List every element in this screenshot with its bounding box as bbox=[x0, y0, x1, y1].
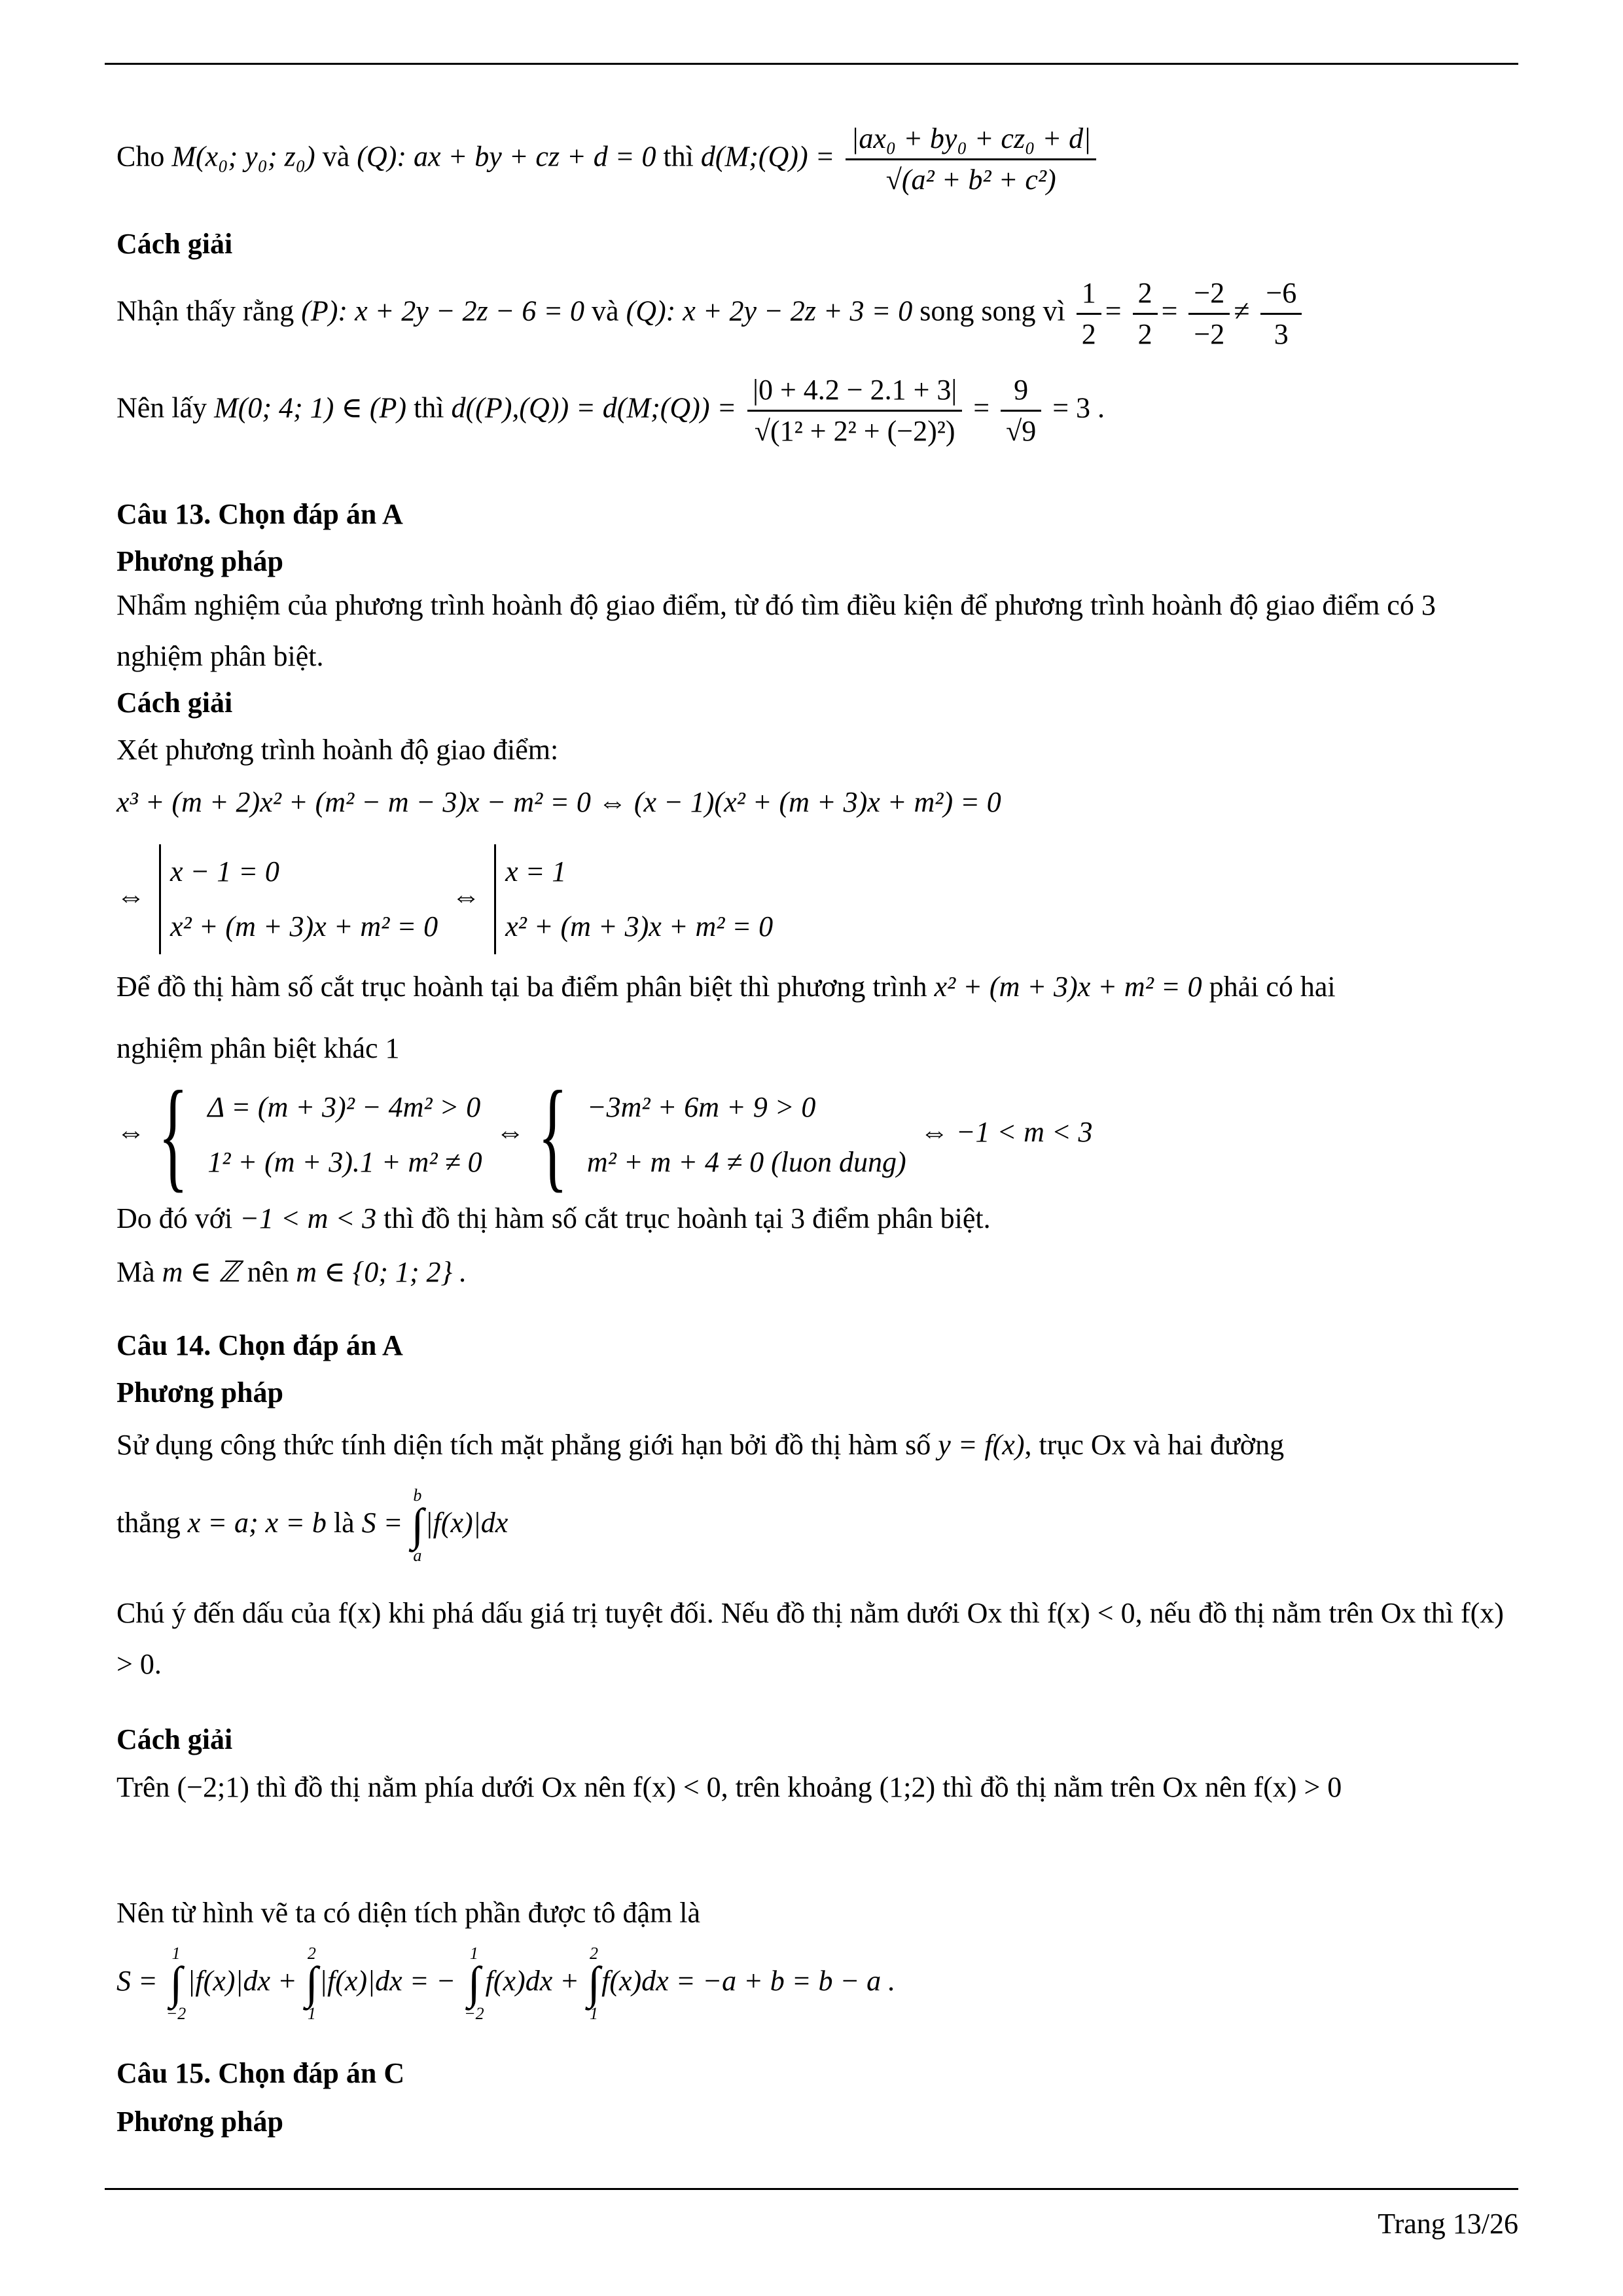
text: Mà bbox=[116, 1256, 155, 1288]
fraction-numerator: −6 bbox=[1260, 274, 1302, 315]
integral-4: 2 ∫ 1 bbox=[587, 1944, 601, 2023]
iff: ⇔ bbox=[116, 880, 145, 913]
fraction-denominator: √9 bbox=[1006, 415, 1037, 447]
ratio-3 bbox=[1188, 274, 1230, 354]
text: Cho bbox=[116, 140, 165, 173]
integral-upper: 2 bbox=[590, 1944, 599, 1963]
formula: y = f(x) bbox=[938, 1429, 1025, 1461]
formula: M(0; 4; 1) ∈ (P) bbox=[214, 391, 407, 424]
fraction-numerator: |0 + 4.2 − 2.1 + 3| bbox=[747, 370, 962, 412]
formula: (P): x + 2y − 2z − 6 = 0 bbox=[301, 295, 585, 327]
q15-pp-heading: Phương pháp bbox=[116, 2106, 283, 2138]
q13-cg-heading: Cách giải bbox=[116, 687, 233, 719]
nine-fraction bbox=[1001, 370, 1041, 451]
q14-pp-line-2 bbox=[116, 1487, 508, 1564]
system-row: x² + (m + 3)x + m² = 0 bbox=[170, 910, 438, 942]
fraction-denominator: 3 bbox=[1274, 318, 1289, 350]
text: Sử dụng công thức tính diện tích mặt phẳng giới hạn bởi đồ thị hàm số bbox=[116, 1429, 931, 1461]
q12-cach-giai-heading: Cách giải bbox=[116, 228, 233, 260]
integral-lower: 1 bbox=[307, 2004, 316, 2023]
iff: ⇔ bbox=[116, 1116, 145, 1149]
text: Nên lấy bbox=[116, 391, 207, 424]
text: thì bbox=[663, 140, 694, 173]
condition-a bbox=[207, 1080, 482, 1190]
formula: d((P),(Q)) = d(M;(Q)) = bbox=[451, 391, 737, 424]
q13-conditions bbox=[116, 1066, 1093, 1204]
formula: −1 < m < 3 bbox=[240, 1202, 377, 1234]
q13-pp-heading: Phương pháp bbox=[116, 545, 283, 577]
text: Để đồ thị hàm số cắt trục hoành tại ba điểm phân biệt thì phương trình bbox=[116, 971, 927, 1003]
q13-pp-text: Nhẩm nghiệm của phương trình hoành độ giao điểm, từ đó tìm điều kiện để phương trình hoành độ giao điểm có 3 nghiệm phân biệt. bbox=[116, 589, 1436, 672]
text: thì đồ thị hàm số cắt trục hoành tại 3 điểm phân biệt. bbox=[383, 1202, 991, 1234]
text: là bbox=[333, 1507, 355, 1539]
system-row: x² + (m + 3)x + m² = 0 bbox=[505, 910, 774, 942]
system-row: −3m² + 6m + 9 > 0 bbox=[586, 1091, 816, 1123]
text: thì bbox=[414, 391, 444, 424]
fraction bbox=[846, 119, 1096, 200]
distance-fraction bbox=[747, 370, 962, 451]
text: nên bbox=[247, 1256, 289, 1288]
integral-upper: b bbox=[413, 1486, 422, 1505]
formula: f(x)dx = −a + b = b − a . bbox=[601, 1965, 896, 1998]
ratio-1 bbox=[1077, 274, 1101, 354]
text: Do đó với bbox=[116, 1202, 233, 1234]
integral-lower: −2 bbox=[166, 2004, 187, 2023]
formula: (Q): ax + by + cz + d = 0 bbox=[357, 140, 656, 173]
equals: = bbox=[973, 391, 990, 424]
ratio-4 bbox=[1260, 274, 1302, 354]
q14-nen: Nên từ hình vẽ ta có diện tích phần được tô đậm là bbox=[116, 1897, 701, 1929]
result: = 3 . bbox=[1052, 391, 1105, 424]
formula: M(x₀; y₀; z₀) bbox=[171, 140, 315, 173]
text: song song vì bbox=[919, 295, 1065, 327]
q14-pp-heading: Phương pháp bbox=[116, 1376, 283, 1408]
text: và bbox=[592, 295, 619, 327]
text: Nhận thấy rằng bbox=[116, 295, 294, 327]
fraction-numerator: −2 bbox=[1188, 274, 1230, 315]
q13-systems-1 bbox=[116, 844, 779, 954]
integral-lower: 1 bbox=[590, 2004, 599, 2023]
formula: x = a; x = b bbox=[187, 1507, 327, 1539]
left-brace: { bbox=[537, 1066, 568, 1204]
q12-line-1: Nhận thấy rằng (P): x + 2y − 2z − 6 = 0 và (Q): x + 2y − 2z + 3 = 0 song song vì $\frac{1}{2}$ = $\frac{2}{2}$ = $\frac{-2}{-2}$ ≠ $\frac{-6}{3}$ bbox=[116, 274, 1306, 354]
q14-title: Câu 14. Chọn đáp án A bbox=[116, 1329, 403, 1361]
text: phải có hai bbox=[1209, 971, 1336, 1003]
system-row: m² + m + 4 ≠ 0 (luon dung) bbox=[586, 1146, 906, 1178]
q13-de-line-2: nghiệm phân biệt khác 1 bbox=[116, 1032, 400, 1064]
integral-1: 1 ∫ −2 bbox=[166, 1944, 187, 2023]
q13-title: Câu 13. Chọn đáp án A bbox=[116, 498, 403, 530]
fraction-denominator: √(a² + b² + c²) bbox=[885, 164, 1056, 196]
fraction-numerator: 2 bbox=[1133, 274, 1158, 315]
left-brace: { bbox=[158, 1066, 188, 1204]
q12-line-2 bbox=[116, 370, 1105, 451]
formula: d(M;(Q)) = bbox=[700, 140, 835, 173]
text: , trục Ox và hai đường bbox=[1024, 1429, 1285, 1461]
integral-lower: −2 bbox=[464, 2004, 484, 2023]
page-number: Trang 13/26 bbox=[1378, 2208, 1518, 2240]
fraction-denominator: −2 bbox=[1194, 318, 1225, 350]
iff: ⇔ bbox=[495, 1116, 525, 1149]
integral-upper: 2 bbox=[307, 1944, 316, 1963]
fraction-numerator: 1 bbox=[1077, 274, 1101, 315]
formula: x² + (m + 3)x + m² = 0 bbox=[934, 971, 1202, 1003]
fraction-numerator: |ax₀ + by₀ + cz₀ + d| bbox=[846, 119, 1096, 160]
integral-upper: 1 bbox=[171, 1944, 181, 1963]
footer-rule bbox=[105, 2188, 1518, 2190]
q13-do-do bbox=[116, 1202, 991, 1236]
q13-eq1: x³ + (m + 2)x² + (m² − m − 3)x − m² = 0 ⇔ (x − 1)(x² + (m + 3)x + m²) = 0 bbox=[116, 786, 1001, 818]
q13-de-line bbox=[116, 970, 1336, 1004]
integral-3: 1 ∫ −2 bbox=[464, 1944, 484, 2023]
integral-2: 2 ∫ 1 bbox=[305, 1944, 318, 2023]
formula: |f(x)|dx + bbox=[187, 1965, 297, 1998]
q14-cg-heading: Cách giải bbox=[116, 1723, 233, 1755]
formula: m ∈ {0; 1; 2} . bbox=[296, 1256, 467, 1288]
integral-upper: 1 bbox=[469, 1944, 478, 1963]
formula: S = bbox=[361, 1507, 403, 1539]
q14-chu-y: Chú ý đến dấu của f(x) khi phá dấu giá trị tuyệt đối. Nếu đồ thị nằm dưới Ox thì f(x) < 0, nếu đồ thị nằm trên Ox thì f(x) > 0. bbox=[116, 1597, 1504, 1680]
header-rule bbox=[105, 63, 1518, 65]
fraction-denominator: 2 bbox=[1081, 318, 1096, 350]
system-row: x = 1 bbox=[505, 855, 567, 888]
q15-title: Câu 15. Chọn đáp án C bbox=[116, 2057, 405, 2089]
ratio-2 bbox=[1133, 274, 1158, 354]
formula: f(x)dx + bbox=[485, 1965, 579, 1998]
q14-pp-line-1 bbox=[116, 1428, 1284, 1462]
q14-area-formula bbox=[116, 1945, 895, 2022]
integral-lower: a bbox=[413, 1546, 422, 1565]
q13-ma bbox=[116, 1255, 467, 1289]
fraction-denominator: √(1² + 2² + (−2)²) bbox=[754, 415, 955, 447]
text: và bbox=[322, 140, 350, 173]
system-row: x − 1 = 0 bbox=[170, 855, 279, 888]
fraction-denominator: 2 bbox=[1137, 318, 1152, 350]
iff: ⇔ bbox=[452, 880, 481, 913]
fraction-numerator: 9 bbox=[1001, 370, 1041, 412]
condition-b bbox=[587, 1080, 906, 1190]
formula: (Q): x + 2y − 2z + 3 = 0 bbox=[626, 295, 913, 327]
q13-xet: Xét phương trình hoành độ giao điểm: bbox=[116, 734, 559, 766]
distance-formula-line bbox=[116, 119, 1100, 200]
system-a bbox=[159, 844, 438, 954]
system-row: Δ = (m + 3)² − 4m² > 0 bbox=[207, 1091, 481, 1123]
formula: m ∈ ℤ bbox=[162, 1256, 240, 1288]
formula: |f(x)|dx bbox=[425, 1507, 508, 1539]
system-b bbox=[494, 844, 773, 954]
formula: S = bbox=[116, 1965, 158, 1998]
text: thẳng bbox=[116, 1507, 181, 1539]
q14-tren: Trên (−2;1) thì đồ thị nằm phía dưới Ox nên f(x) < 0, trên khoảng (1;2) thì đồ thị nằm trên Ox nên f(x) > 0 bbox=[116, 1771, 1342, 1803]
system-row: 1² + (m + 3).1 + m² ≠ 0 bbox=[207, 1146, 482, 1178]
result: ⇔ −1 < m < 3 bbox=[919, 1116, 1093, 1149]
integral-sign: b ∫ a bbox=[411, 1486, 424, 1565]
formula: |f(x)|dx = − bbox=[319, 1965, 456, 1998]
